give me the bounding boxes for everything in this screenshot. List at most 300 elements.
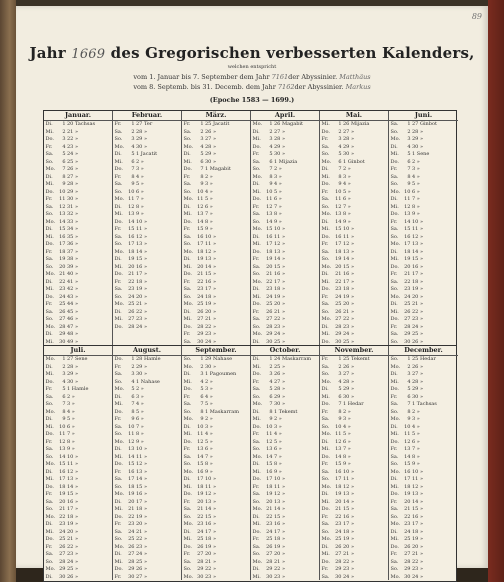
weekday: Mi. (252, 136, 261, 142)
day-number: 20 (404, 498, 411, 505)
weekday: Do. (114, 513, 124, 520)
ethiopian-day: 19 » (67, 521, 79, 527)
weekday: Mo. (45, 461, 56, 467)
ethiopian-day: 15 » (412, 256, 424, 262)
day-number: 9 (200, 181, 204, 187)
day-row (182, 469, 250, 477)
day-row (113, 174, 181, 182)
day-number: 13 (128, 446, 135, 452)
ethiopian-day: 16 » (136, 263, 148, 270)
weekday: Di. (321, 218, 329, 225)
weekday: Fr. (390, 166, 398, 172)
day-number: 24 (128, 528, 135, 535)
ethiopian-day: 8 » (274, 461, 282, 467)
day-row (251, 476, 319, 484)
weekday: So. (45, 316, 54, 322)
day-number: 17 (404, 241, 411, 247)
day-row (182, 309, 250, 317)
ethiopian-day: 7 » (343, 203, 351, 210)
weekday: Mi. (252, 573, 261, 580)
day-row (182, 151, 250, 159)
ethiopian-day: 8 » (343, 453, 351, 460)
day-number: 26 (335, 543, 342, 550)
weekday: So. (114, 378, 123, 385)
day-row (113, 551, 181, 559)
ethiopian-day: 8 » (136, 431, 144, 437)
ethiopian-day: 8 » (274, 211, 282, 217)
book-spine (0, 0, 16, 582)
day-row (113, 286, 181, 294)
weekday: Sa. (321, 521, 330, 527)
day-row (44, 386, 112, 394)
day-number: 4 (407, 378, 411, 385)
weekday: Di. (183, 476, 191, 482)
day-number: 20 (59, 263, 66, 270)
weekday: Sa. (183, 453, 192, 460)
weekday: Do. (252, 301, 262, 307)
ethiopian-day: 4 » (274, 431, 282, 437)
weekday: Mo. (321, 263, 332, 270)
ethiopian-day: 5 » (205, 196, 213, 202)
day-number: 22 (197, 513, 204, 520)
day-number: 24 (128, 293, 135, 300)
day-number: 22 (266, 513, 273, 520)
ethiopian-day: 3 » (205, 386, 213, 392)
ethiopian-day: 4 » (343, 423, 351, 430)
day-number: 19 (128, 491, 135, 497)
day-row (320, 439, 388, 447)
weekday: So. (390, 233, 399, 240)
day-number: 27 (335, 551, 342, 557)
day-row (320, 506, 388, 514)
ethiopian-day: 8 » (412, 203, 420, 210)
weekday: Sa. (390, 121, 399, 127)
weekday: Do. (321, 286, 331, 292)
day-number: 1 (407, 356, 411, 362)
day-number: 15 (266, 461, 273, 467)
day-number: 18 (197, 248, 204, 255)
month-header: Juni. (389, 111, 458, 121)
day-row (113, 566, 181, 574)
day-number: 4 (338, 378, 342, 385)
weekday: So. (183, 293, 192, 300)
weekday: Di. (45, 363, 53, 370)
day-number: 13 (128, 211, 135, 217)
ethiopian-day: 24 » (136, 551, 148, 557)
weekday: So. (252, 271, 261, 277)
ethiopian-day: 17 » (412, 271, 424, 277)
ethiopian-day: 21 » (412, 301, 424, 307)
weekday: Mi. (321, 551, 330, 557)
day-number: 6 (200, 158, 204, 165)
ethiopian-day: 17 » (205, 528, 217, 535)
day-number: 25 (335, 536, 342, 542)
day-number: 3 (269, 136, 273, 142)
weekday: Di. (252, 233, 260, 240)
day-number: 19 (59, 256, 66, 262)
ethiopian-day: 28 » (205, 143, 217, 150)
ethiopian-day: 25 Jacatit (205, 121, 230, 127)
ethiopian-day: 27 » (412, 371, 424, 377)
day-number: 26 (59, 308, 66, 315)
weekday: Mi. (390, 483, 399, 490)
day-number: 17 (197, 476, 204, 482)
ethiopian-day: 18 » (412, 528, 424, 535)
day-number: 14 (335, 218, 342, 225)
ethiopian-day: 17 » (274, 278, 286, 285)
ethiopian-day: 14 » (136, 476, 148, 482)
day-number: 30 (197, 573, 204, 580)
weekday: Mi. (252, 521, 261, 527)
day-row (251, 174, 319, 182)
day-row (320, 476, 388, 484)
weekday: Do. (45, 293, 55, 300)
day-row (182, 211, 250, 219)
day-number: 12 (197, 438, 204, 445)
day-number: 3 (338, 136, 342, 142)
day-row (389, 159, 458, 167)
day-row (44, 211, 112, 219)
ethiopian-day: 23 » (136, 543, 148, 550)
day-number: 19 (197, 256, 204, 262)
day-row (251, 301, 319, 309)
day-number: 24 (197, 528, 204, 535)
day-number: 28 (335, 558, 342, 565)
day-row (182, 249, 250, 257)
weekday: So. (183, 136, 192, 142)
day-row (389, 339, 458, 346)
day-number: 29 (266, 331, 273, 337)
ethiopian-day: 24 » (343, 573, 355, 580)
weekday: So. (45, 211, 54, 217)
ethiopian-day: 11 » (136, 226, 148, 232)
weekday: Do. (183, 543, 193, 550)
day-row (320, 271, 388, 279)
ethiopian-day: 20 » (274, 301, 286, 307)
day-row (320, 409, 388, 417)
weekday: Fr. (321, 188, 329, 195)
weekday: Mo. (321, 483, 332, 490)
day-number: 29 (404, 566, 411, 572)
day-row (389, 386, 458, 394)
day-row (251, 241, 319, 249)
day-row (44, 394, 112, 402)
weekday: Mo. (183, 248, 194, 255)
day-row (113, 574, 181, 581)
weekday: Di. (114, 446, 122, 452)
day-number: 22 (335, 278, 342, 285)
day-number: 11 (266, 196, 273, 202)
ethiopian-day: 17 » (136, 271, 148, 277)
day-number: 14 (197, 453, 204, 460)
day-row (182, 386, 250, 394)
day-row (182, 401, 250, 409)
ethiopian-day: 22 » (412, 558, 424, 565)
day-row (113, 401, 181, 409)
weekday: So. (183, 513, 192, 520)
weekday: So. (321, 371, 330, 377)
day-row (113, 271, 181, 279)
weekday: Mi. (114, 158, 123, 165)
day-row (182, 356, 250, 364)
weekday: Mi. (321, 121, 330, 127)
day-number: 18 (128, 248, 135, 255)
weekday: Mo. (321, 431, 332, 437)
day-number: 16 (128, 233, 135, 240)
day-row (113, 394, 181, 402)
ethiopian-day: 24 » (274, 331, 286, 337)
weekday: So. (114, 188, 123, 195)
day-number: 11 (197, 431, 204, 437)
day-row (44, 484, 112, 492)
month-header: October. (251, 346, 319, 356)
weekday: Do. (390, 543, 400, 550)
day-row (320, 484, 388, 492)
day-number: 7 (200, 166, 204, 172)
day-number: 26 (266, 308, 273, 315)
weekday: Fr. (45, 543, 53, 550)
weekday: Mo. (252, 558, 263, 565)
day-row (113, 159, 181, 167)
day-row (44, 521, 112, 529)
ethiopian-day: 4 » (67, 408, 75, 415)
day-number: 29 (59, 566, 66, 572)
day-number: 21 (59, 271, 66, 277)
day-number: 19 (128, 256, 135, 262)
day-number: 8 (62, 173, 66, 180)
ethiopian-day: 30 » (136, 143, 148, 150)
day-number: 7 (131, 401, 135, 407)
weekday: Do. (252, 196, 262, 202)
weekday: Fr. (183, 278, 191, 285)
ethiopian-day: 11 » (67, 461, 79, 467)
day-row (113, 469, 181, 477)
day-row (251, 226, 319, 234)
day-row (251, 316, 319, 324)
weekday: So. (252, 498, 261, 505)
day-number: 9 (62, 416, 66, 422)
day-row (251, 356, 319, 364)
day-number: 4 (131, 143, 135, 150)
day-number: 9 (338, 181, 342, 187)
day-number: 29 (404, 331, 411, 337)
day-row (320, 454, 388, 462)
ethiopian-day: 11 » (136, 453, 148, 460)
day-row (320, 431, 388, 439)
day-row (182, 371, 250, 379)
weekday: Mo. (45, 166, 56, 172)
ethiopian-day: 2 » (274, 166, 282, 172)
day-row (251, 394, 319, 402)
weekday: Sa. (45, 446, 54, 452)
day-row (251, 294, 319, 302)
day-number: 25 (128, 536, 135, 542)
day-number: 10 (266, 188, 273, 195)
month-juni (389, 111, 458, 345)
weekday: Mo. (114, 438, 125, 445)
day-row (389, 491, 458, 499)
day-row (113, 544, 181, 552)
day-number: 27 (128, 551, 135, 557)
ethiopian-day: 9 » (412, 211, 420, 217)
weekday: So. (183, 188, 192, 195)
ethiopian-day: 23 » (412, 316, 424, 322)
ethiopian-day: 21 » (343, 551, 355, 557)
weekday: So. (390, 181, 399, 187)
day-row (320, 204, 388, 212)
ethiopian-day: 15 » (274, 263, 286, 270)
ethiopian-day: 29 » (205, 151, 217, 157)
ethiopian-day: 34 » (67, 226, 79, 232)
ethiopian-day: 7 » (343, 446, 351, 452)
ethiopian-day: 24 » (136, 323, 148, 330)
weekday: Fr. (183, 331, 191, 337)
day-number: 25 (59, 301, 66, 307)
ethiopian-day: 25 » (274, 338, 286, 345)
day-number: 28 (266, 558, 273, 565)
day-number: 13 (59, 211, 66, 217)
ethiopian-day: 11 » (412, 476, 424, 482)
day-row (320, 469, 388, 477)
ethiopian-day: 40 » (67, 271, 79, 277)
weekday: So. (183, 408, 192, 415)
day-number: 18 (59, 248, 66, 255)
weekday: Mi. (252, 241, 261, 247)
ethiopian-day: 5 » (412, 181, 420, 187)
weekday: Di. (45, 416, 53, 422)
ethiopian-day: 13 » (343, 248, 355, 255)
ethiopian-day: 12 » (67, 468, 79, 475)
day-number: 20 (404, 263, 411, 270)
day-number: 16 (128, 468, 135, 475)
day-row (44, 234, 112, 242)
day-row (44, 379, 112, 387)
day-number: 22 (128, 278, 135, 285)
day-number: 22 (266, 278, 273, 285)
weekday: Fr. (183, 446, 191, 452)
day-number: 1 (338, 356, 342, 362)
ethiopian-day: 3 » (205, 181, 213, 187)
weekday: Di. (252, 461, 260, 467)
day-number: 20 (128, 498, 135, 505)
day-row (44, 324, 112, 332)
day-number: 20 (197, 498, 204, 505)
day-row (389, 461, 458, 469)
ethiopian-day: 15 » (343, 263, 355, 270)
weekday: Do. (114, 271, 124, 277)
period-2-text: vom 8. Septemb. bis 31. Decemb. dem Jahr (133, 83, 276, 91)
day-number: 10 (59, 423, 66, 430)
day-row (113, 491, 181, 499)
weekday: Di. (252, 408, 260, 415)
ethiopian-day: 1 Tekemt (274, 408, 298, 415)
ethiopian-day: 45 » (67, 308, 79, 315)
weekday: Fr. (114, 416, 122, 422)
weekday: Di. (183, 371, 191, 377)
day-row (320, 264, 388, 272)
weekday: Mo. (183, 363, 194, 370)
day-row (389, 416, 458, 424)
weekday: Mo. (45, 356, 56, 362)
day-row (320, 301, 388, 309)
ethiopian-day: 25 » (136, 558, 148, 565)
day-number: 13 (335, 446, 342, 452)
ethiopian-day: 17 » (274, 528, 286, 535)
weekday: Sa. (252, 158, 261, 165)
weekday: So. (45, 401, 54, 407)
weekday: Do. (114, 218, 124, 225)
day-number: 11 (128, 196, 135, 202)
ethiopian-day: 27 Ginbot (412, 121, 437, 127)
day-number: 15 (197, 461, 204, 467)
ethiopian-day: 25 Hedar (412, 356, 436, 362)
title-year-handwritten: 1669 (71, 47, 106, 62)
day-row (182, 316, 250, 324)
ethiopian-day: 12 » (274, 241, 286, 247)
day-number: 14 (128, 218, 135, 225)
weekday: Mo. (252, 121, 263, 127)
day-row (113, 364, 181, 372)
ethiopian-day: 17 » (67, 506, 79, 512)
weekday: Mi. (183, 483, 192, 490)
weekday: So. (252, 446, 261, 452)
day-row (320, 529, 388, 537)
day-row (113, 454, 181, 462)
weekday: Mo. (321, 211, 332, 217)
day-row (113, 264, 181, 272)
day-row (251, 439, 319, 447)
weekday: Do. (390, 438, 400, 445)
day-number: 19 (197, 491, 204, 497)
ethiopian-day: 14 » (205, 263, 217, 270)
day-row (113, 506, 181, 514)
ethiopian-day: 21 » (205, 558, 217, 565)
day-row (320, 144, 388, 152)
title-prefix: Jahr (29, 44, 66, 62)
weekday: Sa. (390, 173, 399, 180)
day-number: 4 (338, 143, 342, 150)
ethiopian-day: 10 » (412, 468, 424, 475)
day-number: 9 (338, 416, 342, 422)
ethiopian-day: 25 » (343, 338, 355, 345)
day-number: 1 (200, 356, 204, 362)
day-row (251, 279, 319, 287)
weekday: Do. (114, 566, 124, 572)
weekday: Mo. (183, 468, 194, 475)
weekday: Do. (321, 338, 331, 345)
day-row (44, 461, 112, 469)
day-row (182, 181, 250, 189)
day-row (251, 401, 319, 409)
day-number: 1 (62, 121, 66, 127)
day-number: 13 (266, 446, 273, 452)
ethiopian-day: 42 » (67, 286, 79, 292)
weekday: Di. (183, 308, 191, 315)
day-row (182, 364, 250, 372)
day-number: 30 (335, 573, 342, 580)
day-row (320, 249, 388, 257)
weekday: Mi. (252, 363, 261, 370)
day-number: 8 (407, 173, 411, 180)
day-row (44, 181, 112, 189)
day-row (182, 544, 250, 552)
day-number: 15 (335, 226, 342, 232)
weekday: Sa. (45, 256, 54, 262)
weekday: So. (45, 263, 54, 270)
day-row (389, 469, 458, 477)
ethiopian-day: 22 » (205, 323, 217, 330)
ethiopian-day: 23 » (136, 316, 148, 322)
